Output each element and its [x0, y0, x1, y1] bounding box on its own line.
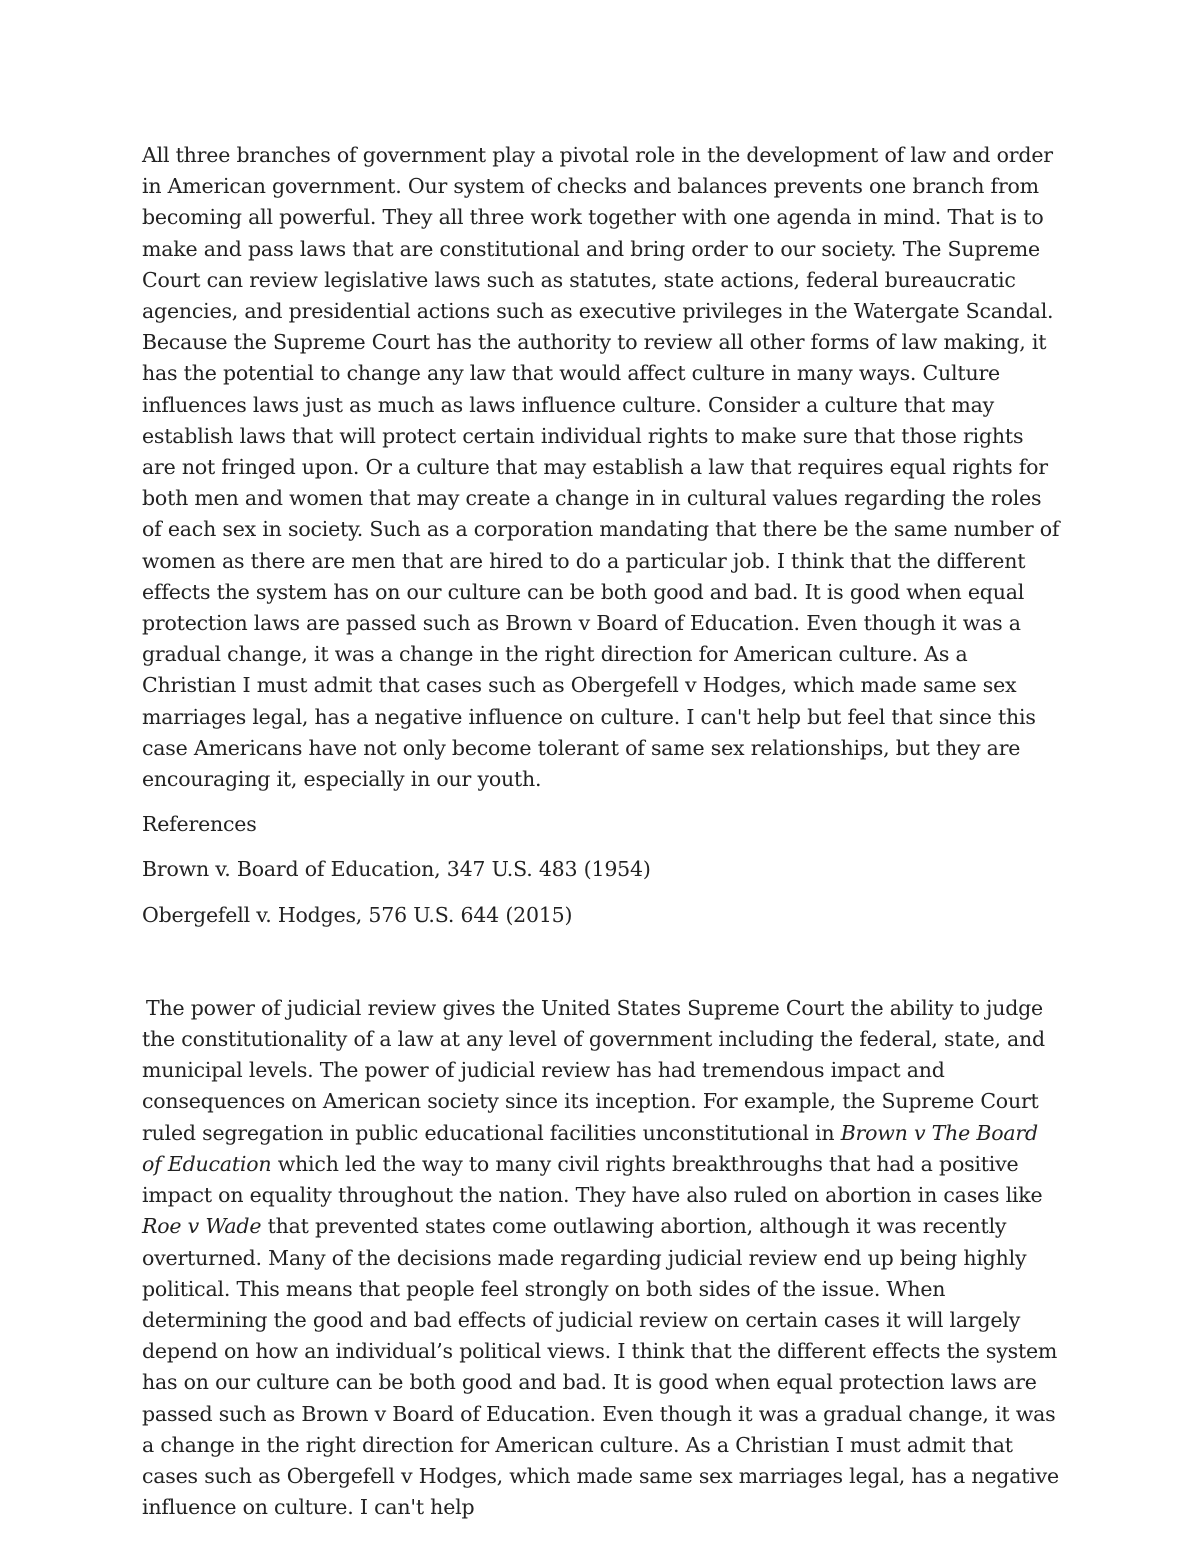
body-paragraph-2	[142, 993, 1062, 1523]
references-heading: References	[142, 812, 257, 837]
document-body	[142, 140, 1062, 1523]
body-paragraph-1: All three branches of government play a pivotal role in the development of law and order in American government. Our system of checks and balances prevents one branch from becoming all powerful. They all three work together with one agenda in mind. That is to make and pass laws that are constitutional and bring order to our society. The Supreme Court can review legislative laws such as statutes, state actions, federal bureaucratic agencies, and presidential actions such as executive privileges in the Watergate Scandal. Because the Supreme Court has the authority to review all other forms of law making, it has the potential to change any law that would affect culture in many ways. Culture influences laws just as much as laws influence culture. Consider a culture that may establish laws that will protect certain individual rights to make sure that those rights are not fringed upon. Or a culture that may establish a law that requires equal rights for both men and women that may create a change in in cultural values regarding the roles of each sex in society. Such as a corporation mandating that there be the same number of women as there are men that are hired to do a particular job. I think that the different effects the system has on our culture can be both good and bad. It is good when equal protection laws are passed such as Brown v Board of Education. Even though it was a gradual change, it was a change in the right direction for American culture. As a Christian I must admit that cases such as Obergefell v Hodges, which made same sex marriages legal, has a negative influence on culture. I can't help but feel that since this case Americans have not only become tolerant of same sex relationships, but they are encouraging it, especially in our youth.	[142, 143, 1060, 792]
paragraph-2-text-3: that prevented states come outlawing abortion, although it was recently overturned. Many of the decisions made regarding judicial review end up being highly political. This means that people feel strongly on both sides of the issue. When determining the good and bad effects of judicial review on certain cases it will largely depend on how an individual’s political views. I think that the different effects the system has on our culture can be both good and bad. It is good when equal protection laws are passed such as Brown v Board of Education. Even though it was a gradual change, it was a change in the right direction for American culture. As a Christian I must admit that cases such as Obergefell v Hodges, which made same sex marriages legal, has a negative influence on culture. I can't help	[142, 1214, 1059, 1520]
reference-brown: Brown v. Board of Education, 347 U.S. 483 (1954)	[142, 857, 651, 882]
paragraph-2-text-2: which led the way to many civil rights breakthroughs that had a positive impact on equality throughout the nation. They have also ruled on abortion in cases like	[142, 1151, 1043, 1208]
reference-obergefell: Obergefell v. Hodges, 576 U.S. 644 (2015)	[142, 902, 573, 927]
case-name-roe: Roe v Wade	[142, 1214, 262, 1239]
case-name-brown: Brown v The Board of Education	[142, 1120, 1038, 1176]
paragraph-2-text-1: The power of judicial review gives the United States Supreme Court the ability to judge the constitutionality of a law at any level of government including the federal, state, and municipal levels. The power of judicial review has had tremendous impact and consequences on American society since its inception. For example, the Supreme Court ruled segregation in public educational facilities unconstitutional in	[142, 995, 1045, 1145]
